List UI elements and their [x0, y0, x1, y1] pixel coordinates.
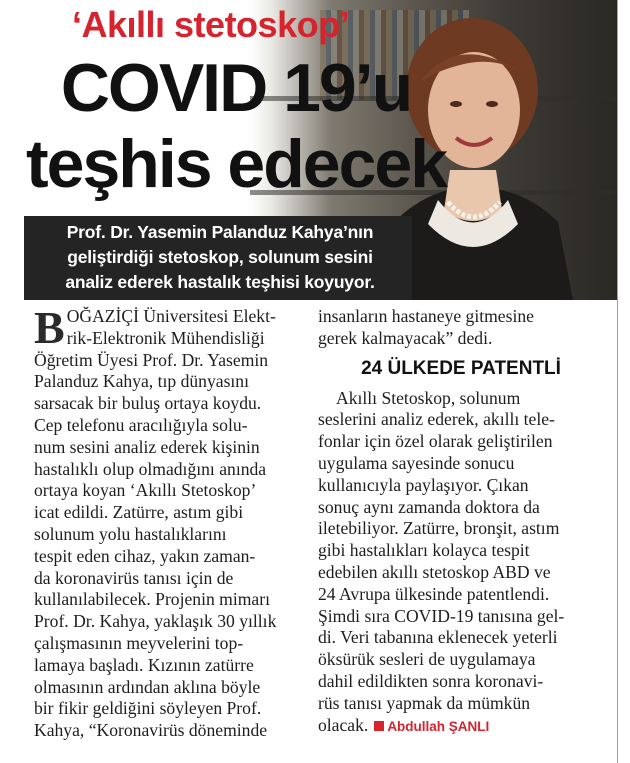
author-byline: Abdullah ŞANLI	[387, 718, 490, 734]
body-line: Cep telefonu aracılığıyla solu-	[34, 414, 248, 435]
body-line: ortaya koyan ‘Akıllı Stetoskop’	[34, 480, 257, 501]
body-line: Akıllı Stetoskop, solunum	[336, 387, 521, 408]
body-line: sonuç aynı zamanda doktora da	[318, 496, 540, 517]
body-line: insanların hastaneye gitmesine	[318, 306, 534, 326]
body-line: kullanılabilecek. Projenin mimarı	[34, 589, 270, 610]
article-header	[12, 0, 618, 300]
headline-line: teşhis edecek	[26, 126, 447, 202]
deck-line: analiz ederek hastalık teşhisi koyuyor.	[65, 272, 375, 292]
body-column-left	[34, 302, 302, 742]
last-body-text: olacak.	[318, 714, 369, 735]
body-line: tespit eden cihaz, yakın zaman-	[34, 545, 256, 566]
headline-line: COVID 19’u	[60, 50, 412, 126]
body-line: uygulama sayesinde sonucu	[318, 452, 515, 473]
body-line: di. Veri tabanına eklenecek yeterli	[318, 627, 558, 648]
kicker-headline: ‘Akıllı stetoskop’	[72, 4, 350, 45]
body-line: iletebiliyor. Zatürre, bronşit, astım	[318, 518, 560, 539]
body-line: gerek kalmayacak” dedi.	[318, 327, 493, 348]
body-column-right	[318, 306, 604, 737]
body-line: öksürük sesleri de uygulamaya	[318, 649, 536, 670]
byline-square-icon	[374, 721, 384, 731]
body-line: edebilen akıllı stetoskop ABD ve	[318, 561, 551, 582]
body-line: rik-Elektronik Mühendisliği	[66, 327, 265, 348]
body-line: Kahya, “Koronavirüs döneminde	[34, 720, 268, 741]
body-line: lamaya başladı. Kızının zatürre	[34, 654, 254, 675]
body-line: Palanduz Kahya, tıp dünyasını	[34, 371, 249, 392]
deck-line: Prof. Dr. Yasemin Palanduz Kahya’nın	[66, 222, 374, 242]
body-line: rüs tanısı yapmak da mümkün	[318, 692, 531, 713]
body-line: Şimdi sıra COVID-19 tanısına gel-	[318, 605, 565, 626]
main-headline	[26, 50, 446, 202]
body-line: Prof. Dr. Kahya, yaklaşık 30 yıllık	[34, 611, 277, 632]
body-line: çalışmasının meyvelerini top-	[34, 632, 244, 653]
deck-line: geliştirdiği stetoskop, solunum sesini	[67, 247, 373, 267]
body-line: icat edildi. Zatürre, astım gibi	[34, 502, 244, 523]
body-line: seslerini analiz ederek, akıllı tele-	[318, 409, 555, 430]
body-line: bir fikir geldiğini söyleyen Prof.	[34, 698, 262, 719]
page-edge-rule	[617, 0, 618, 763]
body-line: olmasının ardından aklına böyle	[34, 676, 261, 697]
body-line: solunum yolu hastalıklarını	[34, 523, 227, 544]
body-line: da koronavirüs tanısı için de	[34, 567, 234, 588]
body-line: dahil edildikten sonra koronavi-	[318, 670, 544, 691]
body-line: hastalıklı olup olmadığını anında	[34, 458, 267, 479]
body-line: Öğretim Üyesi Prof. Dr. Yasemin	[34, 349, 269, 370]
closing-line	[318, 715, 604, 738]
section-subhead: 24 ÜLKEDE PATENTLİ	[361, 357, 561, 379]
summary-deck	[24, 216, 412, 300]
body-line: gibi hastalıkları kolayca tespit	[318, 540, 530, 561]
body-line: fonlar için özel olarak geliştirilen	[318, 431, 553, 452]
body-line: OĞAZİÇİ Üniversitesi Elekt-	[66, 306, 276, 326]
drop-cap: B	[34, 302, 65, 353]
body-line: 24 Avrupa ülkesinde patentlendi.	[318, 583, 550, 604]
body-line: kullanıcıyla paylaşıyor. Çıkan	[318, 474, 529, 495]
body-line: num sesini analiz ederek kişinin	[34, 436, 260, 457]
body-line: sarsacak bir buluş ortaya koydu.	[34, 393, 262, 414]
